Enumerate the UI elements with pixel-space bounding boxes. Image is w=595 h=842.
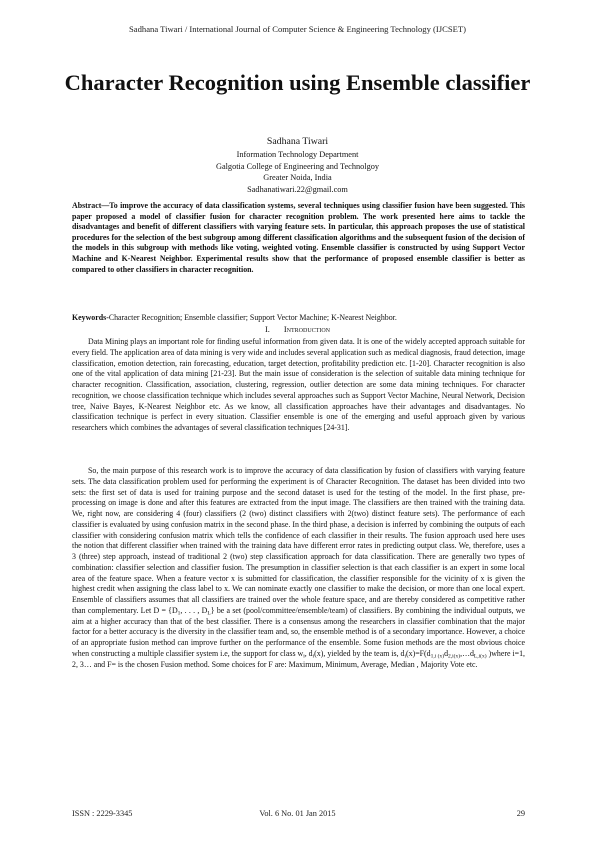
keywords xyxy=(72,313,525,324)
abstract: Abstract—To improve the accuracy of data classification systems, several techniques using classifier fusion have been suggested. This paper proposed a model of classifier fusion for character recognition problem. The work presented here aims to tackle the disadvantages and benefit of different classifiers with varying feature sets. In particular, this approach proposes the use of statistical procedures for the selection of the best subgroup among different classification algorithms and the subsequent fusion of the decision of the models in this subgroup with methods like voting, weighted voting. Ensemble classifier is constructed by using Support Vector Machine and K-Nearest Neighbor. Experimental results show that the performance of proposed ensemble classifier is better as compared to other classifiers in character recognition. xyxy=(72,201,525,274)
author-location: Greater Noida, India xyxy=(263,173,332,182)
p2-text-f: (x)=F(d xyxy=(406,648,431,658)
author-name: Sadhana Tiwari xyxy=(266,136,329,147)
p2-text-c: } be a set (pool/committee/ensemble/team) of classifiers. By combining the individual outputs, we aim at a higher accuracy than that of the best classifier. There is a consensus among the researchers in classifier combination that the major factor for a better accuracy is the diversity in the classifier team and, so, the ensemble method is of a secondary importance. However, a choice of an appropriate fusion method can improve further on the performance of the ensemble. Some fusion methods are the most obvious choice when constructing a multiple classifier system i.e, the support for class w xyxy=(72,605,525,658)
p2-subscript: L xyxy=(207,610,211,617)
paper-title: Character Recognition using Ensemble classifier xyxy=(64,70,531,95)
p2-text-h: ,…d xyxy=(460,648,474,658)
p2-text-e: (x), yielded by the team is, d xyxy=(314,648,405,658)
p2-subscript: i xyxy=(404,653,406,660)
p2-text-a: So, the main purpose of this research work is to improve the accuracy of data classification by fusion of classifiers with varying feature sets. The data classification problem used for performing the experiment is of Character Recognition. The dataset has been divided into two sets: the first set of data is used for training purpose and the second dataset is used for the testing of the model. In the first phase, pre-processing on image is done and after this features are extracted from the input image. The classifiers are then trained with the training data. We, right now, are considering 4 (four) classifiers (2 (two) distinct classifiers with 2(two) distinct feature sets). The performance of each classifier is evaluated by using confusion matrix in the second phase. In the third phase, a decision is inferred by combining the outputs of each classifier with considering confusion matrix which tells the confidence of each classifier in their results. The fusion approach used here uses the notion that different classifier when trained with the training data have different error rates in predicting output class. We, therefore, uses a 3 (three) step approach, instead of traditional 2 (two) step classification approach for data classification. There are generally two types of combination: classifier selection and classifier fusion. The presumption in classifier selection is that each classifier is an expert in some local area of the feature space. When a feature vector x is submitted for classification, the classifier responsible for the vicinity of x is given the highest credit when assigning the class label to x. We can nominate exactly one classifier to make the decision, or more than one local expert. Ensemble of classifiers assumes that all classifiers are trained over the whole feature space, and are thereby considered as competitive rather than complementary. Let D = {D xyxy=(72,466,525,615)
p2-text-d: , d xyxy=(304,648,313,658)
section-title: Introduction xyxy=(283,325,330,334)
footer-volume: Vol. 6 No. 01 Jan 2015 xyxy=(259,809,336,818)
section-number: I. xyxy=(264,325,270,334)
author-email: Sadhanatiwari.22@gmail.com xyxy=(247,184,348,194)
keywords-text: Character Recognition; Ensemble classifier; Support Vector Machine; K-Nearest Neighbor. xyxy=(108,313,397,322)
author-block xyxy=(100,135,495,195)
p2-subscript: 1 xyxy=(177,610,181,617)
p2-subscript: 1,i (x) xyxy=(430,653,445,660)
p2-text-g: d xyxy=(444,648,449,658)
author-department: Information Technology Department xyxy=(236,150,359,159)
footer-page-number: 29 xyxy=(516,809,525,818)
running-head: Sadhana Tiwari / International Journal of Computer Science & Engineering Technology (IJCSET) xyxy=(129,24,466,34)
footer-issn: ISSN : 2229-3345 xyxy=(72,809,133,818)
keywords-label: Keywords- xyxy=(72,313,109,322)
p2-text-b: , . . . , D xyxy=(180,605,208,615)
section-heading xyxy=(0,324,595,335)
p2-subscript: i xyxy=(303,653,305,660)
intro-paragraph-1: Data Mining plays an important role for finding useful information from given data. It is one of the widely accepted approach suitable for every field. The application area of data mining is very wide and includes several application such as medical diagnosis, fraud detection, image classification, emotion detection, rain forecasting, education, target detection, profitability prediction etc. [1-20]. Character recognition is also one of the vital application of data mining [21-23]. But the main issue of consideration is the selection of suitable data mining technique for character recognition. Classification, association, clustering, regression, outlier detection are some data mining techniques. For character recognition, we choose classification technique which includes several approaches such as Support Vector Machine, Neural Network, Decision tree, Naive Bayes, K-Nearest Neighbor etc. As we know, all classification approaches have their advantages and disadvantages. No classification technique is perfect in every situation. Classifier ensemble is one of the emerging and useful approach given by various researchers which combines the advantages of several classification techniques [24-31]. xyxy=(72,337,525,432)
intro-paragraph-2 xyxy=(72,466,525,670)
p2-subscript: L,i(x) xyxy=(473,653,487,660)
p2-subscript: 2,i(x) xyxy=(448,653,461,660)
author-institution: Galgotia College of Engineering and Technolgoy xyxy=(215,161,380,171)
p2-subscript: i xyxy=(312,653,315,660)
p2-text-i: )where i=1, 2, 3… and F= is the chosen Fusion method. Some choices for F are: Maximum, Minimum, Average, Median , Majority Vote etc. xyxy=(72,648,526,669)
